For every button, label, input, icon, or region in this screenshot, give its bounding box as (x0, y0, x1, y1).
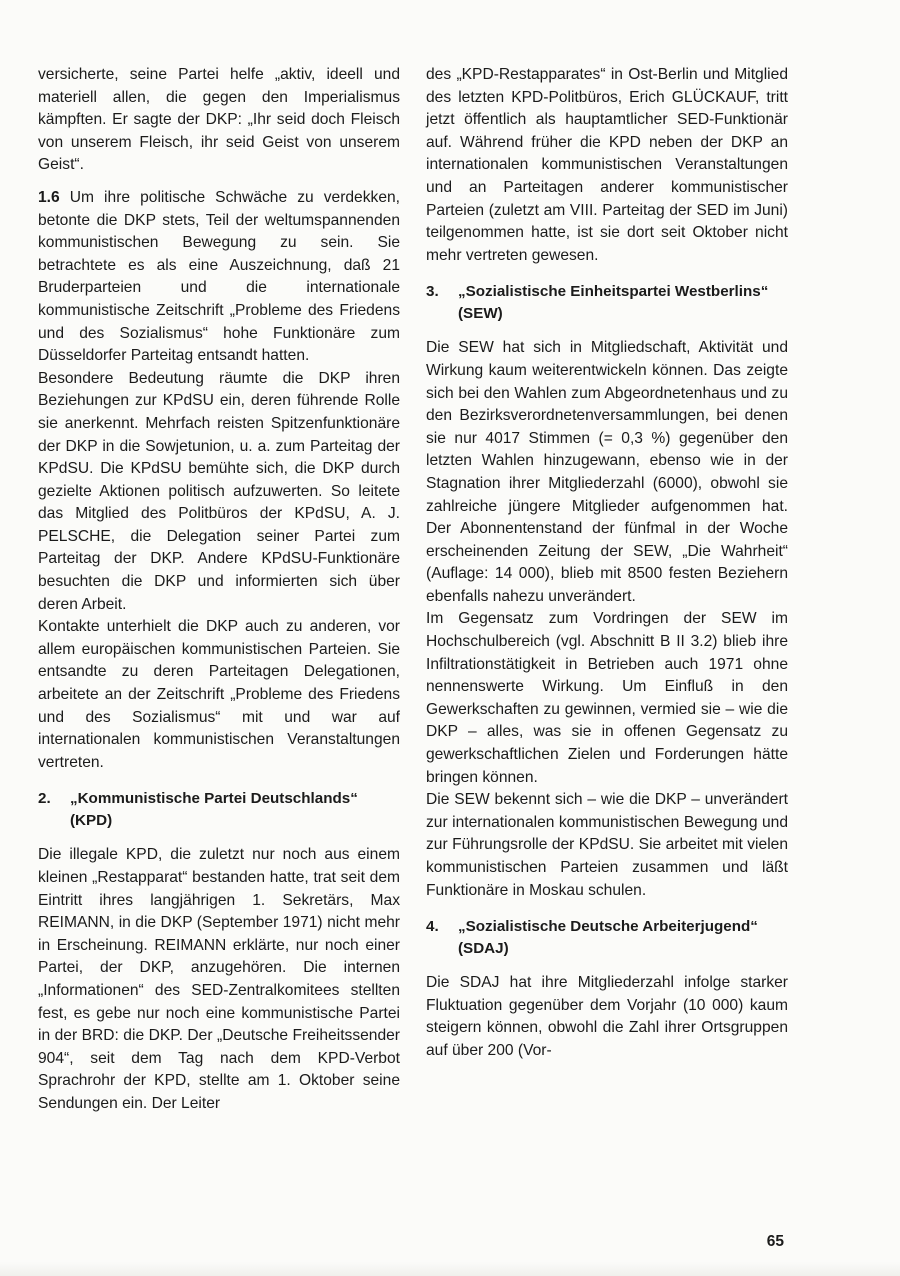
paragraph: Die SEW hat sich in Mitgliedschaft, Aktivität und Wirkung kaum weiterentwickeln können. Das zeigte sich bei den Wahlen zum Abgeordnetenhaus und zu den Bezirksverordnetenversammlungen, bei denen sie nur 4017 Stimmen (= 0,3 %) gegenüber den letzten Wahlen hinzugewann, ebenso wie in der Stagnation ihrer Mitgliederzahl (6000), obwohl sie zahlreiche jüngere Mitglieder aufgenommen hat. Der Abonnentenstand der fünfmal in der Woche erscheinenden Zeitung der SEW, „Die Wahrheit“ (Auflage: 14 000), blieb mit 8500 festen Beziehern ebenfalls nahezu unverändert. (426, 339, 788, 605)
section-heading-sdaj (426, 916, 788, 960)
paragraph: Die SEW bekennt sich – wie die DKP – unverändert zur internationalen kommunistischen Bewegung und zur Führungsrolle der KPdSU. Sie arbeitet mit vielen kommunistischen Parteien zusammen und läßt Funktionäre in Moskau schulen. (426, 791, 788, 899)
paragraph: des „KPD-Restapparates“ in Ost-Berlin und Mitglied des letzten KPD-Politbüros, Erich GLÜCKAUF, tritt jetzt öffentlich als hauptamtlicher SED-Funktionär auf. Während früher die KPD neben der DKP an internationalen kommunistischen Veranstaltungen und an Parteitagen anderer kommunistischer Parteien (zuletzt am VIII. Parteitag der SED im Juni) teilgenommen hatte, ist sie dort seit Oktober nicht mehr vertreten gewesen. (426, 66, 788, 264)
scan-edge (0, 1262, 900, 1276)
section-number: 3. (426, 283, 439, 301)
section-number: 4. (426, 918, 439, 936)
right-column (426, 64, 788, 1063)
section-heading-sew (426, 281, 788, 325)
section-title: „Sozialistische Einheitspartei Westberlins“ (SEW) (458, 283, 769, 323)
paragraph: Kontakte unterhielt die DKP auch zu anderen, vor allem europäischen kommunistischen Parteien. Sie entsandte zu deren Parteitagen Delegationen, arbeitete an der Zeitschrift „Probleme des Friedens und des Sozialismus“ mit und war auf internationalen kommunistischen Veranstaltungen vertreten. (38, 618, 400, 771)
paragraph-text: Um ihre politische Schwäche zu verdekken, betonte die DKP stets, Teil der weltumspannenden kommunistischen Bewegung zu sein. Sie betrachtete es als eine Auszeichnung, daß 21 Bruderparteien und die internationale kommunistische Zeitschrift „Probleme des Friedens und des Sozialismus“ hohe Funktionäre zum Düsseldorfer Parteitag entsandt hatten. (38, 188, 400, 365)
page-number: 65 (766, 1233, 784, 1250)
section-heading-kpd (38, 788, 400, 832)
paragraph: versicherte, seine Partei helfe „aktiv, ideell und materiell allen, die gegen den Imperialismus kämpften. Er sagte der DKP: „Ihr seid doch Fleisch von unserem Fleisch, ihr seid Geist von unserem Geist“. (38, 66, 400, 174)
paragraph: Im Gegensatz zum Vordringen der SEW im Hochschulbereich (vgl. Abschnitt B II 3.2) blieb ihre Infiltrationstätigkeit in Betrieben auch 1971 ohne nennenswerte Wirkung. Um Einfluß in den Gewerkschaften zu gewinnen, vermied sie – wie die DKP – alles, was sie in offenen Gegensatz zu gewerkschaftlichen Zielen und Forderungen hätte bringen können. (426, 610, 788, 786)
paragraph: Besondere Bedeutung räumte die DKP ihren Beziehungen zur KPdSU ein, deren führende Rolle sie anerkennt. Mehrfach reisten Spitzenfunktionäre der DKP in die Sowjetunion, u. a. zum Parteitag der KPdSU. Die KPdSU bemühte sich, die DKP durch gezielte Aktionen politisch aufzuwerten. So leitete das Mitglied des Politbüros der KPdSU, A. J. PELSCHE, die Delegation seiner Partei zum Parteitag der DKP. Andere KPdSU-Funktionäre besuchten die DKP und informierten sich über deren Arbeit. (38, 369, 400, 613)
section-title: „Kommunistische Partei Deutschlands“ (KPD) (70, 790, 358, 830)
section-title: „Sozialistische Deutsche Arbeiterjugend“ (SDAJ) (458, 918, 758, 958)
section-number: 2. (38, 790, 51, 808)
left-column (38, 64, 400, 1116)
paragraph: Die SDAJ hat ihre Mitgliederzahl infolge starker Fluktuation gegenüber dem Vorjahr (10 000) kaum steigern können, obwohl die Zahl ihrer Ortsgruppen auf über 200 (Vor- (426, 974, 788, 1059)
paragraph: Die illegale KPD, die zuletzt nur noch aus einem kleinen „Restapparat“ bestanden hatte, trat seit dem Eintritt ihres langjährigen 1. Sekretärs, Max REIMANN, in die DKP (September 1971) nicht mehr in Erscheinung. REIMANN erklärte, nur noch einer Partei, der DKP, anzugehören. Die internen „Informationen“ des SED-Zentralkomitees stellten fest, es gebe nur noch eine kommunistische Partei in der BRD: die DKP. Der „Deutsche Freiheitssender 904“, seit dem Tag nach dem KPD-Verbot Sprachrohr der KPD, stellte am 1. Oktober seine Sendungen ein. Der Leiter (38, 846, 400, 1112)
paragraph-1-6 (38, 187, 400, 368)
section-number: 1.6 (38, 188, 60, 206)
